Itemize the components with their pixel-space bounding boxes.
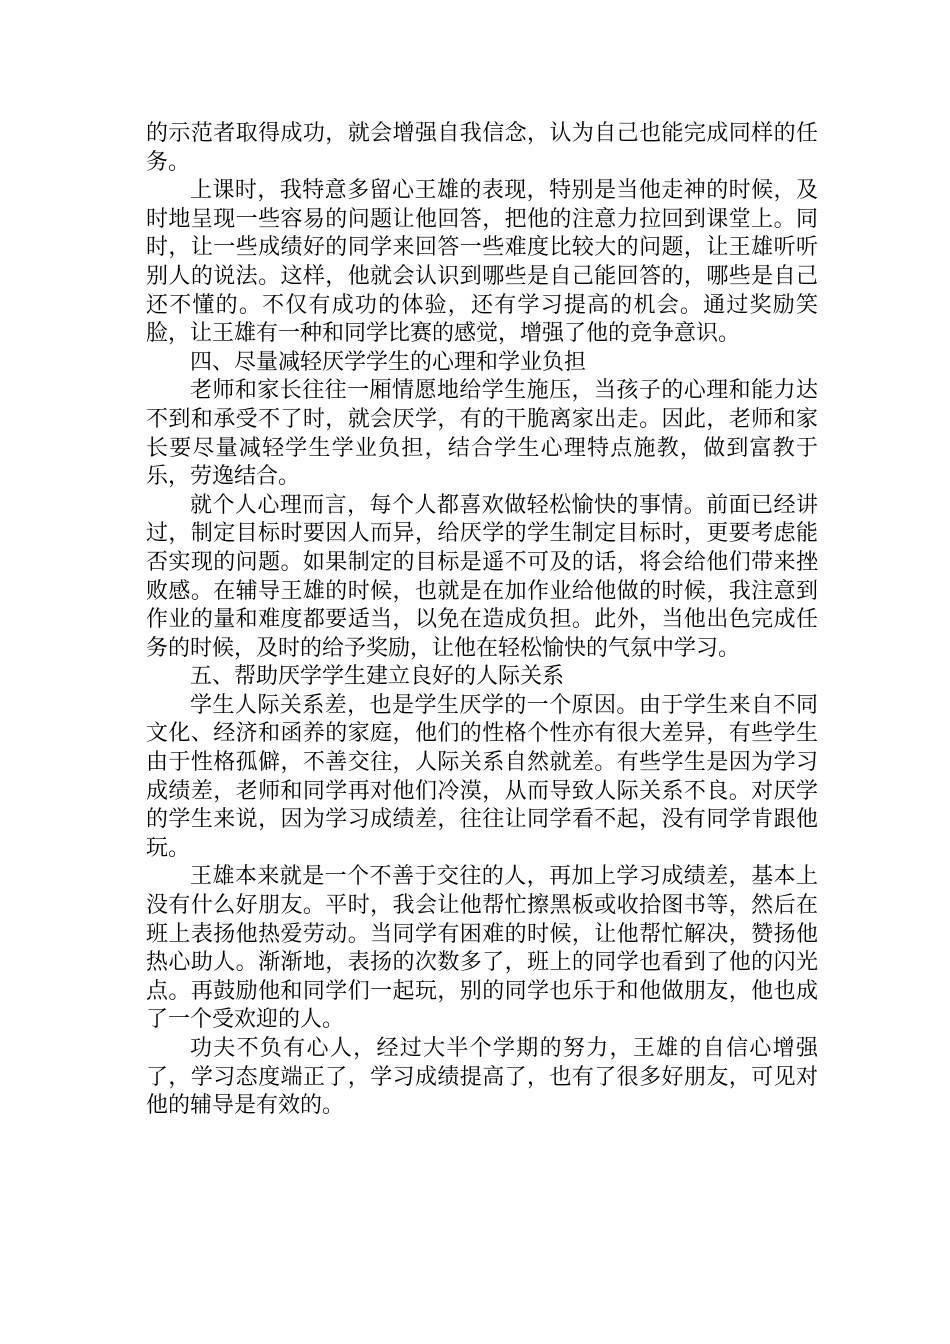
paragraph-conclusion: 功夫不负有心人，经过大半个学期的努力，王雄的自信心增强了，学习态度端正了，学习成绩提高了，也有了很多好朋友，可见对他的辅导是有效的。 — [146, 1036, 818, 1119]
section-heading-four: 四、尽量减轻厌学学生的心理和学业负担 — [190, 349, 587, 375]
paragraph-wangxiong: 王雄本来就是一个不善于交往的人，再加上学习成绩差，基本上没有什么好朋友。平时，我会让他帮忙擦黑板或收拾图书等，然后在班上表扬他热爱劳动。当同学有困难的时候，让他帮忙解决，赞扬他热心助人。渐渐地，表扬的次数多了，班上的同学也看到了他的闪光点。再鼓励他和同学们一起玩，别的同学也乐于和他做朋友，他也成了一个受欢迎的人。 — [146, 864, 818, 1033]
paragraph-classroom: 上课时，我特意多留心王雄的表现，特别是当他走神的时候，及时地呈现一些容易的问题让他回答，把他的注意力拉回到课堂上。同时，让一些成绩好的同学来回答一些难度比较大的问题，让王雄听听别人的说法。这样，他就会认识到哪些是自己能回答的，哪些是自己还不懂的。不仅有成功的体验，还有学习提高的机会。通过奖励笑脸，让王雄有一种和同学比赛的感觉，增强了他的竞争意识。 — [146, 178, 818, 347]
paragraph-relationships: 学生人际关系差，也是学生厌学的一个原因。由于学生来自不同文化、经济和函养的家庭，他们的性格个性亦有很大差异，有些学生由于性格孤僻，不善交往，人际关系自然就差。有些学生是因为学习成绩差，老师和同学再对他们冷漠，从而导致人际关系不良。对厌学的学生来说，因为学习成绩差，往往让同学看不起，没有同学肯跟他玩。 — [146, 692, 818, 861]
document-body — [146, 120, 818, 1121]
section-heading-five: 五、帮助厌学学生建立良好的人际关系 — [190, 664, 565, 690]
paragraph-goals: 就个人心理而言，每个人都喜欢做轻松愉快的事情。前面已经讲过，制定目标时要因人而异，给厌学的学生制定目标时，更要考虑能否实现的问题。如果制定的目标是遥不可及的话，将会给他们带来挫败感。在辅导王雄的时候，也就是在加作业给他做的时候，我注意到作业的量和难度都要适当，以免在造成负担。此外，当他出色完成任务的时候，及时的给予奖励，让他在轻松愉快的气氛中学习。 — [146, 492, 818, 661]
paragraph-pressure: 老师和家长往往一厢情愿地给学生施压，当孩子的心理和能力达不到和承受不了时，就会厌学，有的干脆离家出走。因此，老师和家长要尽量减轻学生学业负担，结合学生心理特点施教，做到富教于乐，劳逸结合。 — [146, 378, 818, 490]
paragraph-continuation: 的示范者取得成功，就会增强自我信念，认为自己也能完成同样的任务。 — [146, 121, 818, 175]
